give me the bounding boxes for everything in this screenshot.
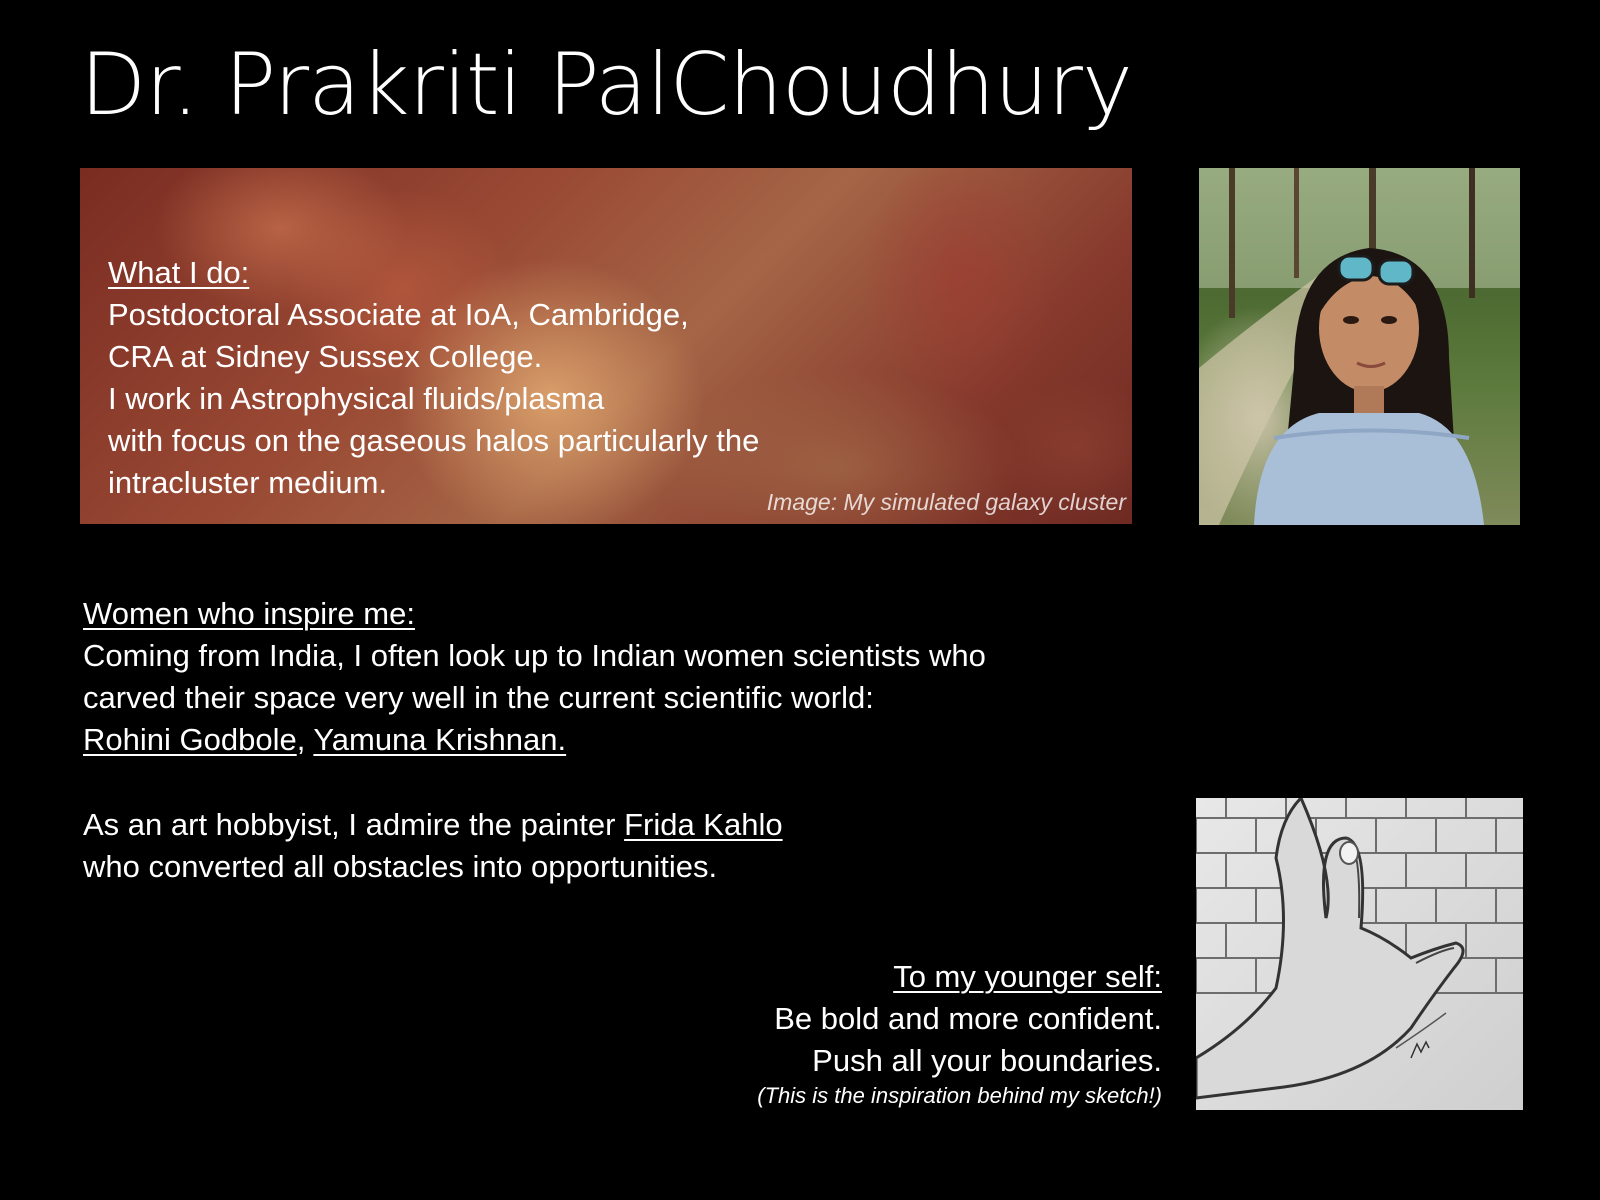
younger-self-line: Push all your boundaries. [812,1043,1162,1078]
link-separator: , [296,722,314,757]
art-section [83,804,783,888]
younger-self-section [757,956,1162,1110]
galaxy-cluster-image [80,168,1132,524]
portrait-photo [1199,168,1520,525]
hero-line: intracluster medium. [108,465,388,500]
hero-line: I work in Astrophysical fluids/plasma [108,381,605,416]
younger-self-heading: To my younger self: [893,959,1162,994]
hero-line: with focus on the gaseous halos particularly the [108,423,760,458]
art-line [83,804,783,846]
art-line: who converted all obstacles into opportunities. [83,849,718,884]
what-i-do-heading: What I do: [108,255,250,290]
frida-kahlo-link[interactable]: Frida Kahlo [624,807,783,842]
image-caption: Image: My simulated galaxy cluster [766,489,1126,515]
inspiration-heading: Women who inspire me: [83,596,415,631]
yamuna-krishnan-link[interactable]: Yamuna Krishnan. [313,722,567,757]
what-i-do-block [108,252,759,504]
inspiration-line: Coming from India, I often look up to Indian women scientists who [83,638,986,673]
page-title: Dr. Prakriti PalChoudhury [80,35,1132,135]
younger-self-line: Be bold and more confident. [774,1001,1162,1036]
rohini-godbole-link[interactable]: Rohini Godbole [83,722,297,757]
inspiration-section [83,593,986,761]
inspiration-line: carved their space very well in the current scientific world: [83,680,874,715]
art-line-text: As an art hobbyist, I admire the painter [83,807,625,842]
hand-sketch-image [1196,798,1523,1110]
sketch-note: (This is the inspiration behind my sketch!) [757,1083,1162,1108]
hero-line: Postdoctoral Associate at IoA, Cambridge, [108,297,689,332]
inspiration-links [83,719,986,761]
hero-line: CRA at Sidney Sussex College. [108,339,543,374]
